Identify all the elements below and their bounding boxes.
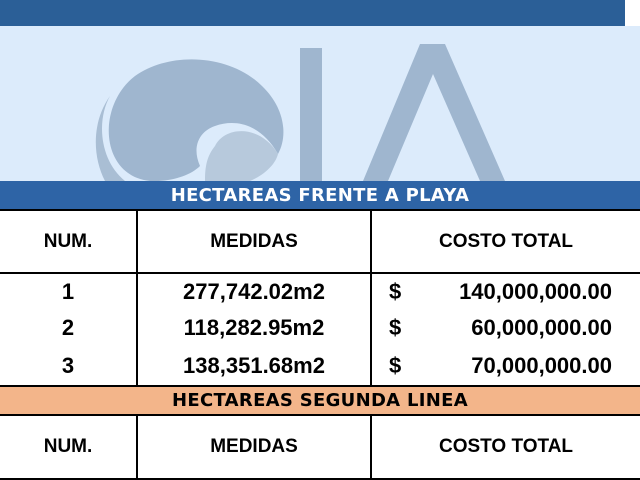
row-costo <box>372 274 640 310</box>
row-num: 3 <box>61 352 75 378</box>
header-medidas: MEDIDAS <box>136 416 372 478</box>
amount: 60,000,000.00 <box>471 315 612 340</box>
table-row <box>0 274 640 310</box>
currency-symbol: $ <box>389 279 402 304</box>
table-row <box>0 310 640 346</box>
currency-symbol: $ <box>389 315 402 340</box>
header-costo-total: COSTO TOTAL <box>438 230 574 252</box>
row-num: 1 <box>61 279 75 304</box>
header-banner <box>0 26 640 181</box>
row-medidas: 118,282.95m2 <box>136 310 372 346</box>
row-costo <box>372 346 640 385</box>
header-num: NUM. <box>43 230 93 252</box>
currency-symbol: $ <box>389 352 402 378</box>
header-costo-total: COSTO TOTAL <box>438 436 574 457</box>
ola-logo <box>0 26 640 181</box>
section-title-segunda-linea: HECTAREAS SEGUNDA LINEA <box>0 387 640 414</box>
table-header-row <box>0 416 640 478</box>
row-num: 2 <box>61 315 75 340</box>
row-costo <box>372 310 640 346</box>
header-num: NUM. <box>43 436 93 457</box>
top-bar <box>0 0 625 26</box>
header-medidas: MEDIDAS <box>136 211 372 272</box>
section-title-frente-playa: HECTAREAS FRENTE A PLAYA <box>0 181 640 209</box>
table-header-row <box>0 211 640 272</box>
row-medidas: 277,742.02m2 <box>136 274 372 310</box>
table-row <box>0 346 640 385</box>
row-medidas: 138,351.68m2 <box>136 346 372 385</box>
amount: 140,000,000.00 <box>459 279 612 304</box>
amount: 70,000,000.00 <box>471 352 612 378</box>
